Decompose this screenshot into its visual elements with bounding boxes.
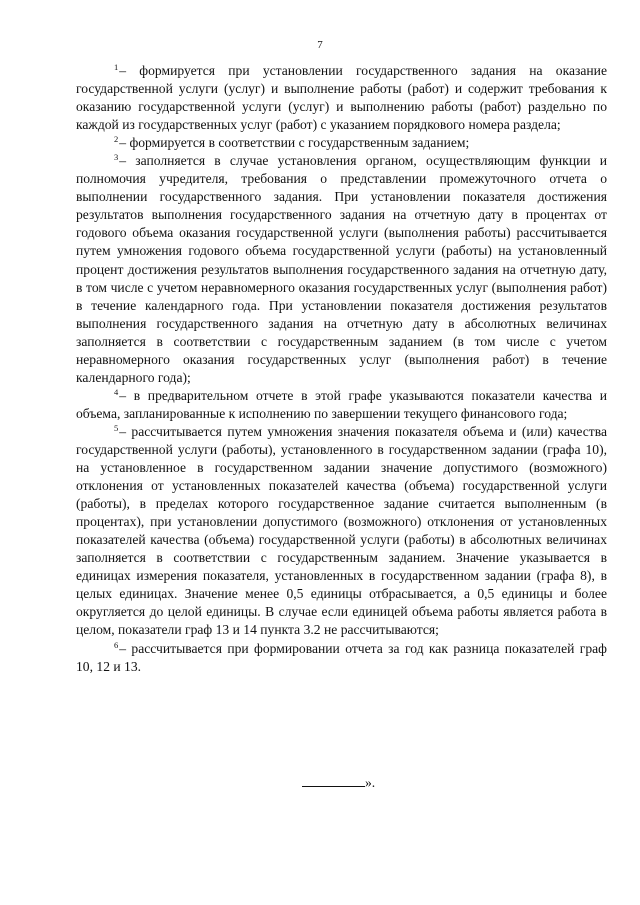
footnotes-section (76, 62, 607, 676)
footnote-mark: 3 (114, 152, 119, 163)
footnote-text: – рассчитывается при формировании отчета за год как разница показателей граф 10, 12 и 13. (76, 640, 607, 674)
footnote-mark: 1 (114, 62, 119, 72)
footnote-2 (76, 134, 607, 152)
closing-mark: ». (365, 775, 376, 790)
footnote-mark: 6 (114, 639, 119, 650)
footnote-text: – рассчитывается путем умножения значения показателя объема и (или) качества государственной услуги (работы), установленного в государственном задании (графа 10), на установленное в государственном задании значение допустимого (возможного) отклонения от установленных показателей качества (объема) государственной услуги (работы), в пределах которого государственное задание считается выполненным (в процентах), при установлении допустимого (возможного) отклонения от установленных показателей качества (объема) государственной услуги (работы) в абсолютных величинах заполняется в соответствии с государственным заданием. Значение указывается в единицах измерения показателя, установленных в государственном задании (графа 8), в целых единицах. Значение менее 0,5 единицы отбрасывается, а 0,5 единицы и более округляется до целой единицы. В случае если единицей объема работы является работа в целом, показатели граф 13 и 14 пункта 3.2 не рассчитываются; (76, 423, 607, 638)
closing-line (302, 774, 422, 792)
footnote-3 (76, 152, 607, 387)
footnote-mark: 2 (114, 134, 119, 145)
footnote-text: – формируется при установлении государственного задания на оказание государственной услуги (услуг) и выполнение работы (работ) и содержит требования к оказанию государственной услуги (услуг) и выполнению работы (работ) раздельно по каждой из государственных услуг (работ) с указанием порядкового номера раздела; (76, 63, 607, 133)
footnote-4 (76, 387, 607, 423)
footnote-5 (76, 423, 607, 640)
footnote-mark: 4 (114, 386, 119, 397)
footnote-text: – заполняется в случае установления органом, осуществляющим функции и полномочия учредителя, требования о представлении промежуточного отчета о выполнении государственного задания. При установлении показателя достижения результатов выполнения государственного задания на отчетную дату в процентах от годового объема оказания государственной услуги (выполнения работы) рассчитывается путем умножения годового объема государственной услуги (работы) на установленный процент достижения результатов выполнения государственного задания на отчетную дату, в том числе с учетом неравномерного оказания государственных услуг (выполнения работ) в течение календарного года. При установлении показателя достижения результатов выполнения государственного задания на отчетную дату в абсолютных величинах заполняется в соответствии с государственным заданием (в том числе с учетом неравномерного оказания государственных услуг (выполнения работ) в течение календарного года); (76, 153, 607, 385)
footnote-text: – в предварительном отчете в этой графе указываются показатели качества и объема, запланированные к исполнению по завершении текущего финансового года; (76, 387, 607, 421)
page-number: 7 (317, 39, 323, 51)
footnote-text: – формируется в соответствии с государственным заданием; (119, 135, 470, 151)
footnote-1 (76, 62, 607, 134)
footnote-mark: 5 (114, 422, 119, 433)
footnote-6 (76, 640, 607, 676)
signature-underline (302, 774, 365, 787)
